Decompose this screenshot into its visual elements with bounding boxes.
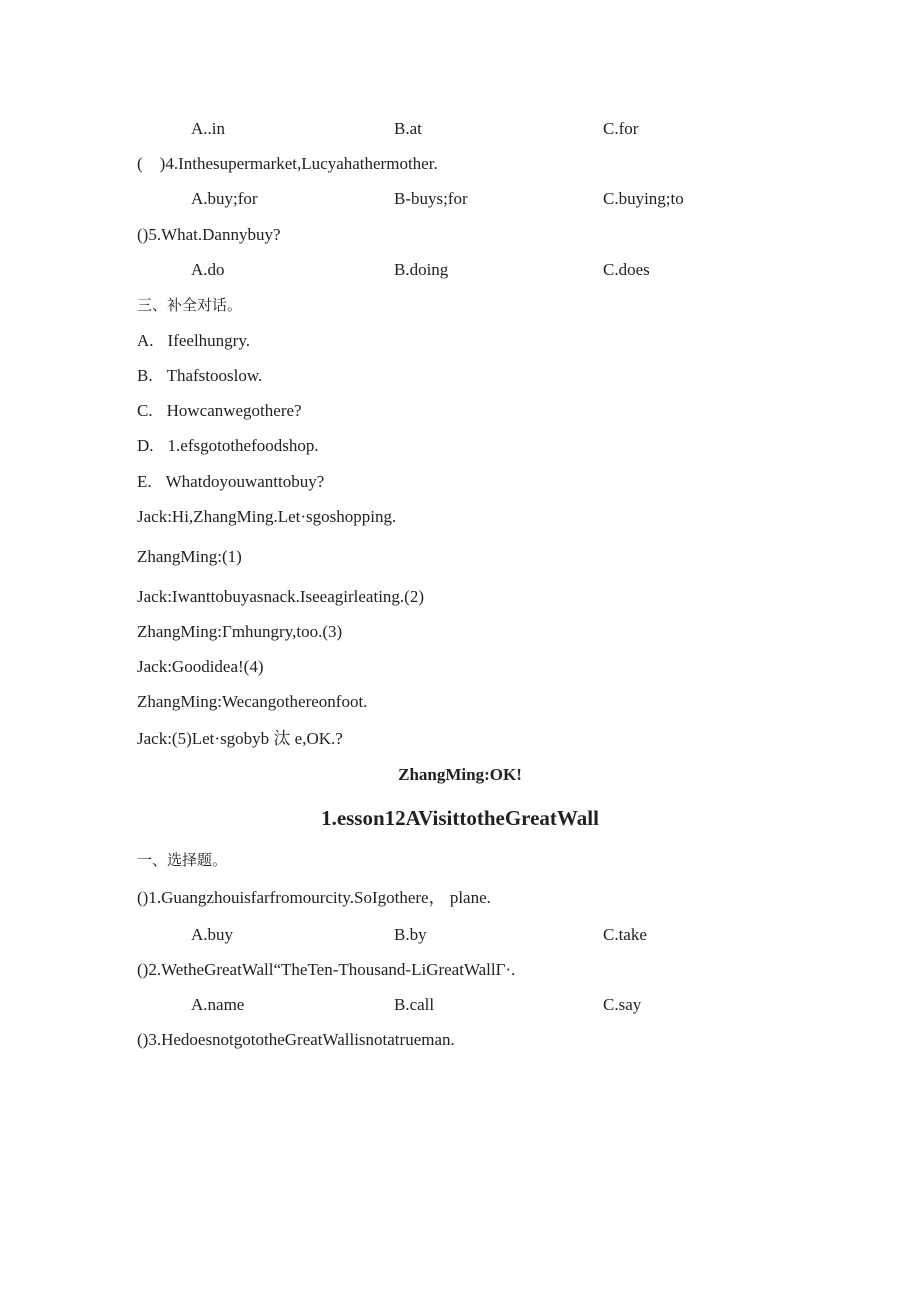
choice-e — [137, 472, 324, 492]
lq2-option-a: A.name — [191, 995, 245, 1014]
choice-label: C. — [137, 401, 153, 420]
choice-text: Howcanwegothere? — [166, 401, 302, 420]
dialogue-line-4: ZhangMing:Γmhungry,too.(3) — [137, 622, 343, 641]
lesson-question-1: ()1.Guangzhouisfarfromourcity.SoIgothere， plane. — [137, 888, 491, 907]
lq2-option-b: B.call — [394, 995, 435, 1014]
question-5: ()5.What.Dannybuy? — [137, 225, 281, 244]
choice-text: Thafstooslow. — [166, 366, 263, 385]
choice-label: B. — [137, 366, 153, 385]
choice-label: A. — [137, 331, 154, 350]
q3-option-c: C.for — [603, 119, 639, 138]
q4-option-a: A.buy;for — [191, 189, 258, 208]
lq1-option-c: C.take — [603, 925, 647, 944]
section-1-heading: 一、选择题。 — [137, 851, 228, 869]
q3-option-a: A..in — [191, 119, 225, 138]
q4-option-b: B-buys;for — [394, 189, 468, 208]
choice-b — [137, 366, 262, 386]
lq2-option-c: C.say — [603, 995, 642, 1014]
choice-label: E. — [137, 472, 152, 491]
choice-text: Ifeelhungry. — [167, 331, 250, 350]
lq1-option-a: A.buy — [191, 925, 234, 944]
choice-text: 1.efsgotothefoodshop. — [167, 436, 319, 455]
choice-a — [137, 331, 250, 351]
dialogue-line-1: Jack:Hi,ZhangMing.Let·sgoshopping. — [137, 507, 397, 526]
q5-option-c: C.does — [603, 260, 650, 279]
dialogue-line-6: ZhangMing:Wecangothereonfoot. — [137, 692, 368, 711]
lesson-question-3: ()3.HedoesnotgototheGreatWallisnotatrueman. — [137, 1030, 455, 1049]
choice-d — [137, 436, 319, 456]
q5-option-a: A.do — [191, 260, 225, 279]
dialogue-line-2: ZhangMing:(1) — [137, 547, 242, 566]
choice-text: Whatdoyouwanttobuy? — [165, 472, 325, 491]
lesson-question-2: ()2.WetheGreatWall“TheTen-Thousand-LiGreatWallΓ·. — [137, 960, 516, 979]
lesson-title: 1.esson12AVisittotheGreatWall — [321, 806, 599, 830]
question-4: ( )4.Inthesupermarket,Lucyahathermother. — [137, 154, 438, 173]
q5-option-b: B.doing — [394, 260, 449, 279]
lq1-option-b: B.by — [394, 925, 427, 944]
dialogue-end: ZhangMing:OK! — [398, 765, 522, 784]
q4-option-c: C.buying;to — [603, 189, 684, 208]
dialogue-line-7: Jack:(5)Let·sgobyb 汰 e,OK.? — [137, 729, 343, 748]
choice-label: D. — [137, 436, 154, 455]
q3-option-b: B.at — [394, 119, 422, 138]
dialogue-line-5: Jack:Goodidea!(4) — [137, 657, 264, 676]
choice-c — [137, 401, 302, 421]
dialogue-line-3: Jack:Iwanttobuyasnack.Iseeagirleating.(2) — [137, 587, 424, 606]
section-3-heading: 三、补全对话。 — [137, 296, 243, 314]
